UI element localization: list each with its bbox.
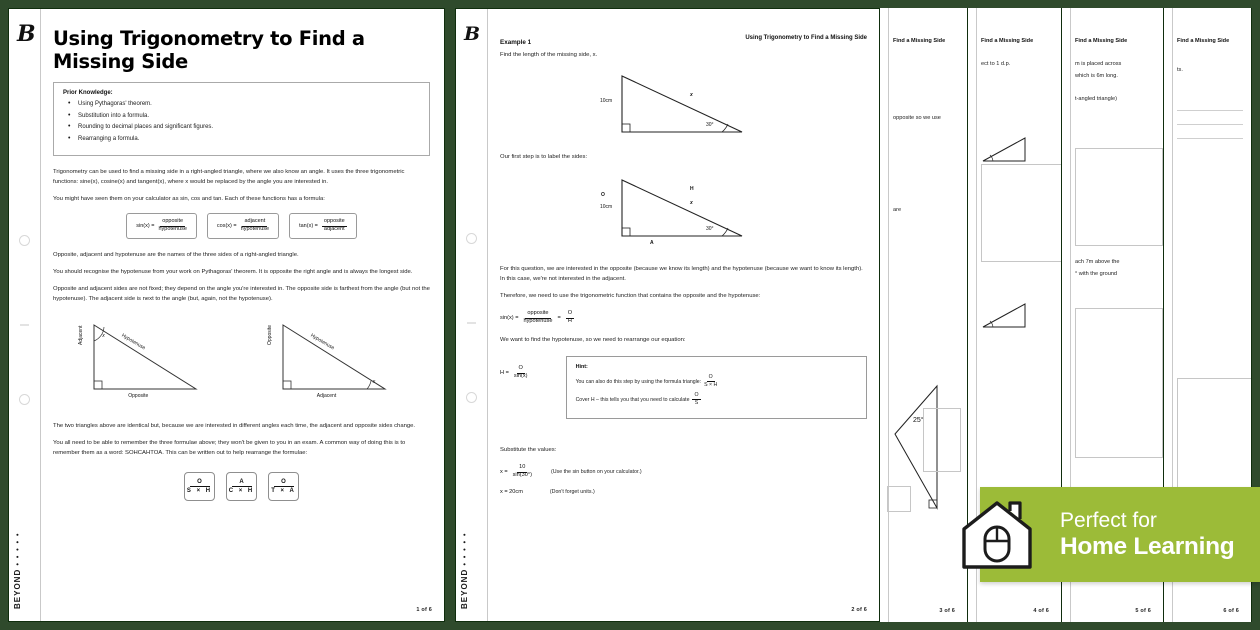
hint-frac-1-num: O	[708, 374, 713, 381]
page1-para-5: The two triangles above are identical but, because we are interested in different angles each time, the adjacent and opposite sides change.	[53, 422, 416, 429]
page6-running-head: Find a Missing Side	[1177, 38, 1230, 44]
beyond-logo-icon: B	[17, 21, 36, 47]
triangle-left-hyp-label: Hypotenuse	[120, 332, 147, 352]
formula-cos	[207, 213, 279, 239]
cah-top: A	[239, 479, 244, 486]
triangle2-opposite-tag: O	[601, 192, 605, 198]
formula-sin-num: opposite	[160, 219, 185, 226]
prior-knowledge-item: • Rearranging a formula.	[63, 136, 420, 142]
formula-tan-fn: tan(x) =	[299, 223, 318, 230]
substitution-note: (Use the sin button on your calculator.)	[550, 469, 642, 476]
hole-punch	[466, 392, 477, 403]
prior-knowledge-list	[63, 101, 420, 142]
prior-knowledge-item: • Substitution into a formula.	[63, 113, 420, 119]
hint-line-2-text: Cover H – this tells you that you need to calculate	[575, 396, 690, 403]
ruled-line	[1177, 110, 1243, 111]
hint-line-1-text: You can also do this step by using the formula triangle:	[575, 378, 702, 385]
soh-divider	[190, 486, 210, 487]
page1-para-1: You might have seen them on your calculator as sin, cos and tan. Each of these functions has a formula:	[53, 196, 325, 203]
formula-triangle-row	[53, 472, 430, 501]
page2-body-2: We want to find the hypotenuse, so we need to rearrange our equation:	[500, 337, 686, 344]
formula-sin-fn: sin(x) =	[136, 223, 155, 230]
page3-running-head: Find a Missing Side	[893, 38, 946, 44]
prior-knowledge-item: • Rounding to decimal places and significant figures.	[63, 124, 420, 130]
badge-line-2: Home Learning	[1060, 532, 1235, 560]
hint-line-2	[576, 393, 857, 406]
page1-para-4: Opposite and adjacent sides are not fixed; they depend on the angle you're interested in. The opposite side is farthest from the angle (but not the hypotenuse). The adjacent side is next to the angle (but, again, not the hypotenuse).	[53, 286, 430, 303]
page6-snippet-0: ts.	[1177, 67, 1183, 73]
prior-knowledge-box	[53, 82, 430, 156]
labelled-triangles-row	[53, 317, 430, 407]
substitution-lhs: x =	[500, 469, 508, 476]
page5-snippet-2: t-angled triangle)	[1075, 96, 1117, 102]
margin-rule	[888, 8, 889, 622]
page4-running-head: Find a Missing Side	[981, 38, 1034, 44]
triangle-right-base-label: Adjacent	[316, 392, 337, 399]
answer-box	[1075, 308, 1163, 458]
formula-tan-num: opposite	[322, 219, 347, 226]
equation-sin-num: opposite	[525, 311, 550, 318]
toa-top: O	[281, 479, 286, 486]
beyond-wordmark	[13, 532, 22, 609]
soh-top: O	[197, 479, 202, 486]
formula-cos-fn: cos(x) =	[216, 223, 237, 230]
equation-sin	[500, 311, 867, 325]
hint-box	[566, 356, 867, 419]
prior-knowledge-item: • Using Pythagoras' theorem.	[63, 101, 420, 107]
triangle2-hyp-label: x	[690, 200, 693, 206]
page-2[interactable]	[455, 8, 880, 622]
beyond-wordmark-dots: • • • • •	[462, 531, 469, 566]
equation-sin-den2: H	[567, 318, 572, 325]
page1-number: 1 of 6	[416, 607, 432, 613]
triangle2-angle-label: 30°	[706, 226, 714, 232]
equation-sin-fn: sin(x) =	[500, 315, 519, 322]
triangle1-hyp-label: x	[690, 92, 693, 98]
equation-sin-equals: =	[557, 315, 561, 322]
beyond-wordmark-text: BEYOND	[13, 568, 22, 609]
substitution-num: 10	[517, 465, 527, 472]
hole-punch	[19, 235, 30, 246]
page3-snippet-0: opposite so we use	[893, 115, 941, 121]
equation-sin-den: hypotenuse	[523, 318, 553, 325]
triangle-right-vertical-label: Opposite	[266, 324, 273, 345]
substitution-line	[500, 465, 867, 479]
hole-punch	[19, 394, 30, 405]
trig-formula-row	[53, 213, 430, 239]
page5-running-head: Find a Missing Side	[1075, 38, 1128, 44]
hint-frac-1-den: S × H	[704, 381, 718, 388]
page5-number: 5 of 6	[1135, 608, 1151, 614]
triangle-left-base-label: Opposite	[128, 392, 149, 399]
prior-knowledge-heading: Prior Knowledge:	[63, 90, 113, 96]
beyond-wordmark-dots: • • • • •	[15, 531, 22, 566]
answer-box	[981, 164, 1062, 262]
badge-text	[1060, 509, 1234, 560]
page5-snippet-3: ach 7m above the	[1075, 259, 1120, 265]
ruled-line	[1177, 138, 1243, 139]
answer-box	[1075, 148, 1163, 246]
triangle-right	[261, 317, 411, 407]
beyond-wordmark-text: BEYOND	[460, 568, 469, 609]
house-with-mouse-icon	[958, 499, 1036, 571]
page5-snippet-0: m is placed across	[1075, 61, 1122, 67]
small-triangle-diagram	[981, 300, 1037, 330]
formula-triangle-toa	[268, 472, 299, 501]
toa-bottom: T × A	[271, 487, 296, 494]
answer-line	[500, 489, 867, 495]
equation-rearranged	[500, 366, 528, 380]
answer-box	[887, 486, 911, 512]
margin-rule	[40, 9, 41, 621]
triangle2-side-label: 10cm	[600, 204, 613, 210]
page3-snippet-1: are	[893, 206, 902, 213]
equation-sin-num2: O	[566, 311, 574, 318]
substitution-den: sin(30°)	[512, 472, 532, 479]
soh-bottom: S × H	[186, 487, 213, 494]
hole-punch-dash	[467, 322, 476, 324]
ruled-line	[1177, 124, 1243, 125]
triangle2-adjacent-tag: A	[650, 240, 654, 246]
beyond-wordmark	[460, 532, 469, 609]
formula-cos-den: hypotenuse	[240, 226, 270, 233]
page-thumbnail-3[interactable]	[878, 8, 968, 622]
answer-lhs: x = 20cm	[500, 489, 523, 496]
hint-line-1	[576, 375, 857, 388]
formula-sin	[126, 213, 197, 239]
page2-body-1: Therefore, we need to use the trigonometric function that contains the opposite and the hypotenuse:	[500, 293, 761, 300]
answer-note: (Don't forget units.)	[549, 489, 595, 496]
home-learning-badge	[980, 487, 1260, 582]
page2-body-0: For this question, we are interested in the opposite (because we know its length) and the hypotenuse (because we want to know its length). In this case, we're not interested in the adjacent.	[500, 266, 863, 283]
small-triangle-diagram	[981, 134, 1037, 164]
equation-rearranged-lhs: H =	[500, 370, 509, 377]
triangle-left-vertical-label: Adjacent	[78, 325, 85, 345]
badge-line-1: Perfect for	[1060, 509, 1157, 533]
triangle-left-angle-label: x	[102, 332, 105, 339]
hint-heading: Hint:	[575, 364, 588, 371]
page1-para-2: Opposite, adjacent and hypotenuse are the names of the three sides of a right-angled triangle.	[53, 252, 299, 258]
answer-box	[923, 408, 961, 472]
toa-divider	[274, 486, 294, 487]
page-title: Using Trigonometry to Find a Missing Side	[53, 27, 365, 73]
hint-frac-2-num: O	[694, 392, 699, 399]
formula-tan-den: adjacent	[323, 226, 345, 233]
label-sides-step: Our first step is to label the sides:	[500, 154, 588, 160]
hint-frac-2-den: S	[694, 399, 699, 406]
triangle-right-angle-label: x	[372, 378, 376, 385]
page2-number: 2 of 6	[851, 607, 867, 613]
margin-rule	[487, 9, 488, 621]
cah-divider	[232, 486, 252, 487]
formula-cos-num: adjacent	[242, 219, 267, 226]
triangle-left	[72, 317, 222, 407]
answer-box	[1177, 378, 1252, 498]
formula-tan	[289, 213, 357, 239]
triangle2-hyp-tag: H	[690, 186, 694, 192]
page1-para-6: You all need to be able to remember the three formulae above; they won't be given to you in an exam. A common way of doing this is to remember them as a word: SOHCAHTOA. This can be written out to help rearrange the formulae:	[53, 439, 406, 456]
hole-punch	[466, 233, 477, 244]
cah-bottom: C × H	[228, 487, 255, 494]
page2-running-head: Using Trigonometry to Find a Missing Side	[745, 35, 867, 41]
triangle1-side-label: 10cm	[600, 98, 613, 104]
triangle1-angle-label: 30°	[706, 122, 714, 128]
hole-punch-dash	[20, 324, 29, 326]
page1-para-3: You should recognise the hypotenuse from your work on Pythagoras' theorem. It is opposite the right angle and is always the longest side.	[53, 269, 413, 276]
page4-snippet-0: ect to 1 d.p.	[981, 61, 1011, 67]
example-heading: Example 1	[500, 39, 532, 46]
page-1[interactable]	[8, 8, 445, 622]
page5-snippet-4: ° with the ground	[1075, 270, 1118, 277]
equation-rearranged-den: sin(x)	[513, 373, 528, 380]
formula-triangle-cah	[226, 472, 257, 501]
page1-para-0: Trigonometry can be used to find a missing side in a right-angled triangle, where we also know an angle. It uses the three trigonometric functions: sine(x), cosine(x) and tangent(x), where x would be replaced by the angle you are interested in.	[53, 169, 405, 186]
example-question: Find the length of the missing side, x.	[500, 52, 598, 58]
equation-rearranged-num: O	[517, 366, 525, 373]
formula-sin-den: hypotenuse	[158, 226, 187, 233]
formula-triangle-soh	[184, 472, 215, 501]
page3-number: 3 of 6	[939, 608, 955, 614]
page5-snippet-1: which is 6m long.	[1075, 72, 1118, 79]
svg-text:25°: 25°	[913, 417, 924, 424]
example-triangle-2	[500, 168, 867, 254]
page6-number: 6 of 6	[1223, 608, 1239, 614]
beyond-logo-icon: B	[464, 23, 481, 45]
example-triangle-1	[500, 66, 867, 144]
page2-body-3: Substitute the values:	[500, 447, 557, 454]
triangle-right-hyp-label: Hypotenuse	[309, 332, 336, 352]
page4-number: 4 of 6	[1033, 608, 1049, 614]
